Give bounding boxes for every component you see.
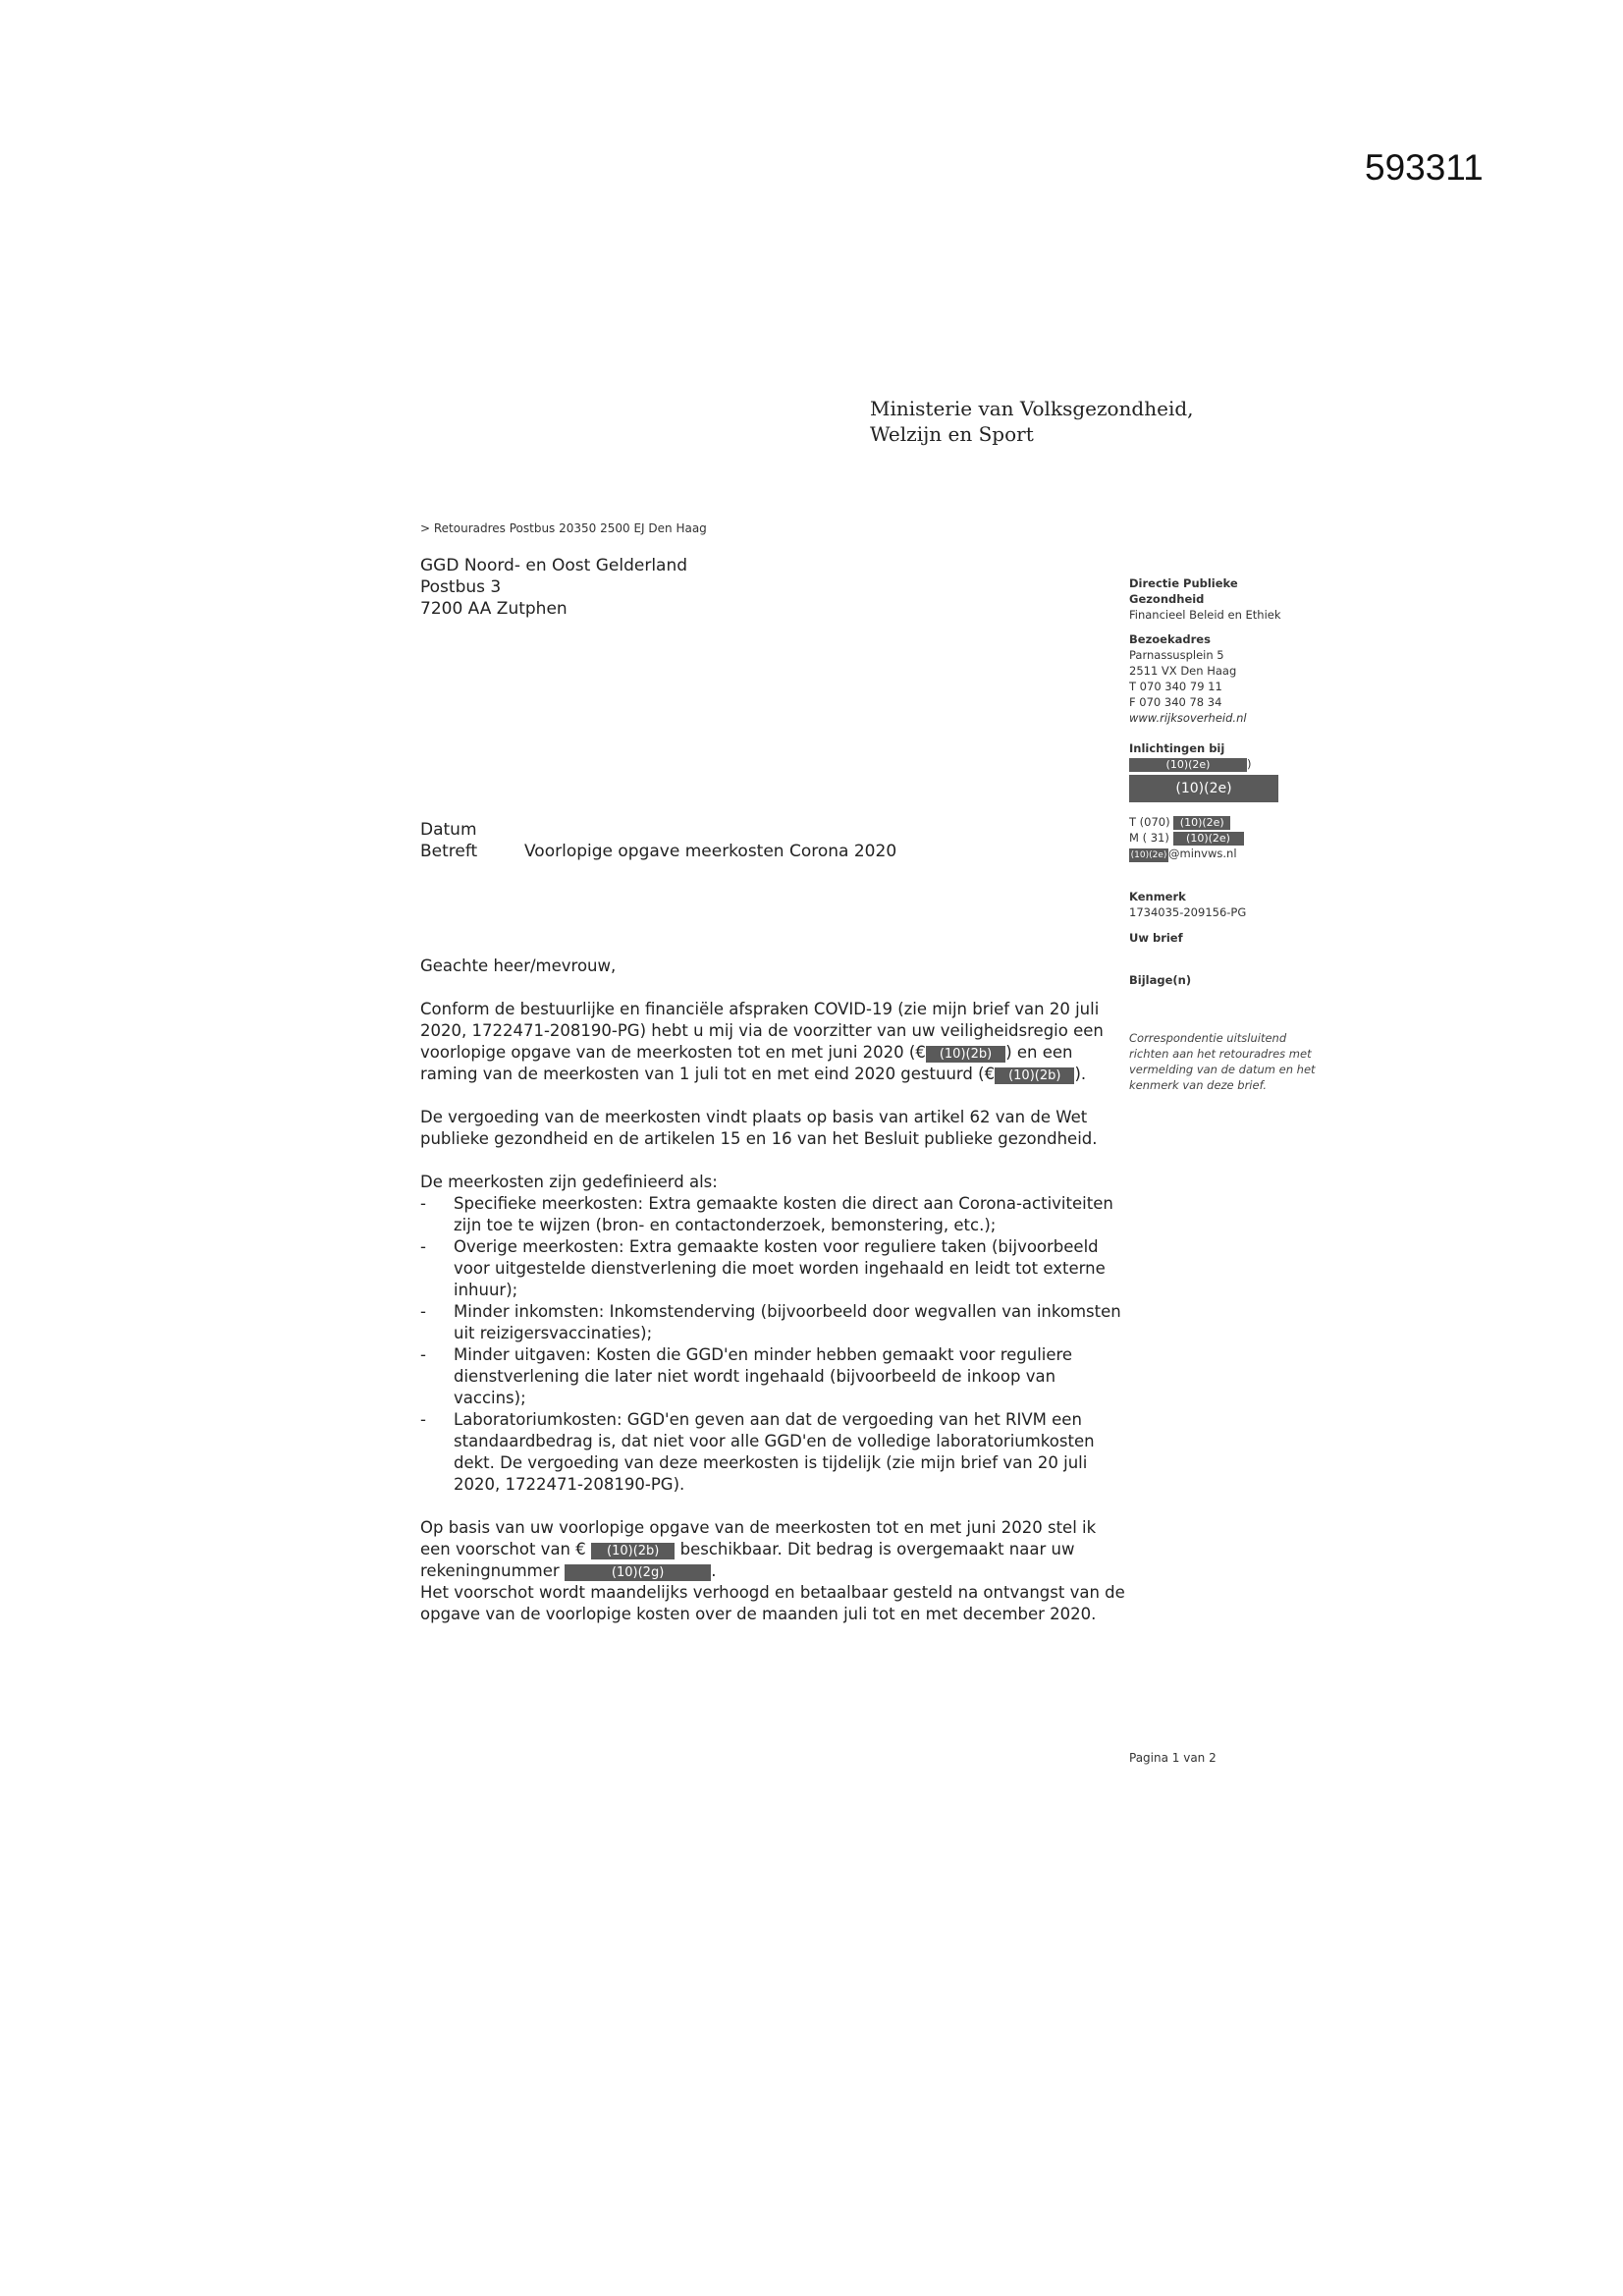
kenmerk-label: Kenmerk <box>1129 890 1186 903</box>
paragraph-1-text-b: ) en een raming van de meerkosten van 1 juli tot en met eind 2020 gestuurd (€ <box>420 1043 1073 1083</box>
visit-line-2: 2511 VX Den Haag <box>1129 664 1237 678</box>
definitions-intro: De meerkosten zijn gedefinieerd als: <box>420 1173 718 1191</box>
paragraph-4-text-a: Op basis van uw voorlopige opgave van de meerkosten tot en met juni 2020 stel ik een voorschot van € <box>420 1518 1097 1558</box>
definitions-list <box>420 1193 1127 1496</box>
redaction-box: (10)(2g) <box>565 1564 711 1581</box>
list-item: - Minder inkomsten: Inkomstenderving (bijvoorbeeld door wegvallen van inkomsten uit reizigersvaccinaties); <box>420 1301 1127 1344</box>
mobile-label: M ( 31) <box>1129 831 1169 845</box>
redaction-box: (10)(2b) <box>995 1067 1074 1084</box>
visit-line-1: Parnassusplein 5 <box>1129 648 1224 662</box>
paragraph-4 <box>420 1517 1127 1582</box>
visit-label: Bezoekadres <box>1129 632 1211 646</box>
return-address: > Retouradres Postbus 20350 2500 EJ Den Haag <box>420 521 707 535</box>
recipient-line-1: GGD Noord- en Oost Gelderland <box>420 556 688 575</box>
sidebar-visit-address <box>1129 631 1247 726</box>
redaction-box: (10)(2e) <box>1173 832 1244 846</box>
document-number: 593311 <box>1365 147 1484 188</box>
redaction-box: (10)(2e) <box>1130 850 1167 860</box>
closing-paren: ) <box>1247 757 1252 771</box>
recipient-line-2: Postbus 3 <box>420 577 502 597</box>
salutation: Geachte heer/mevrouw, <box>420 957 617 975</box>
redaction-box: (10)(2b) <box>926 1046 1005 1063</box>
ministry-logo-text <box>870 396 1194 447</box>
page-number: Pagina 1 van 2 <box>1129 1751 1217 1765</box>
redaction-box: (10)(2e) <box>1129 758 1247 772</box>
paragraph-4-text-c: . <box>711 1561 717 1580</box>
recipient-line-3: 7200 AA Zutphen <box>420 599 568 619</box>
redaction-box: (10)(2b) <box>591 1543 675 1559</box>
correspondence-note: Correspondentie uitsluitend richten aan het retouradres met vermelding van de datum en het kenmerk van deze brief. <box>1129 1031 1316 1092</box>
list-item: - Overige meerkosten: Extra gemaakte kosten voor reguliere taken (bijvoorbeeld voor uitgestelde dienstverlening die moet worden ingehaald en leidt tot externe inhuur); <box>420 1236 1127 1301</box>
letter-body <box>420 956 1127 1625</box>
sidebar-department <box>1129 575 1281 623</box>
visit-fax: F 070 340 78 34 <box>1129 695 1222 709</box>
info-label: Inlichtingen bij <box>1129 741 1225 755</box>
dept-line-2: Gezondheid <box>1129 592 1205 606</box>
dept-line-3: Financieel Beleid en Ethiek <box>1129 608 1281 622</box>
dept-line-1: Directie Publieke <box>1129 576 1238 590</box>
visit-phone: T 070 340 79 11 <box>1129 680 1222 693</box>
letter-meta <box>420 819 896 862</box>
paragraph-2: De vergoeding van de meerkosten vindt plaats op basis van artikel 62 van de Wet publieke gezondheid en de artikelen 15 en 16 van het Besluit publieke gezondheid. <box>420 1108 1098 1148</box>
paragraph-1-text-c: ). <box>1074 1065 1087 1083</box>
list-item: - Minder uitgaven: Kosten die GGD'en minder hebben gemaakt voor reguliere dienstverlening die later niet wordt ingehaald (bijvoorbeeld de inkoop van vaccins); <box>420 1344 1127 1409</box>
sidebar-reference <box>1129 889 1246 920</box>
list-item: - Specifieke meerkosten: Extra gemaakte kosten die direct aan Corona-activiteiten zijn toe te wijzen (bron- en contactonderzoek, bemonstering, etc.); <box>420 1193 1127 1236</box>
paragraph-1 <box>420 999 1127 1085</box>
phone-label: T (070) <box>1129 815 1170 829</box>
visit-web-link[interactable]: www.rijksoverheid.nl <box>1129 711 1247 725</box>
paragraph-5: Het voorschot wordt maandelijks verhoogd en betaalbaar gesteld na ontvangst van de opgave van de voorlopige kosten over de maanden juli tot en met december 2020. <box>420 1583 1125 1623</box>
paragraph-1-text-a: Conform de bestuurlijke en financiële afspraken COVID-19 (zie mijn brief van 20 juli 2020, 1722471-208190-PG) hebt u mij via de voorzitter van uw veiligheidsregio een voorlopige opgave van de meerkosten tot en met juni 2020 (€ <box>420 1000 1104 1062</box>
kenmerk-value: 1734035-209156-PG <box>1129 905 1247 919</box>
datum-label: Datum <box>420 820 477 840</box>
betreft-value: Voorlopige opgave meerkosten Corona 2020 <box>524 842 897 861</box>
ministry-line-1: Ministerie van Volksgezondheid, <box>870 397 1194 420</box>
list-item: - Laboratoriumkosten: GGD'en geven aan dat de vergoeding van het RIVM een standaardbedrag is, dat niet voor alle GGD'en de volledige laboratoriumkosten dekt. De vergoeding van deze meerkosten is tijdelijk (zie mijn brief van 20 juli 2020, 1722471-208190-PG). <box>420 1409 1127 1496</box>
sidebar-contact <box>1129 814 1244 862</box>
email-suffix: @minvws.nl <box>1168 847 1237 860</box>
betreft-label: Betreft <box>420 842 478 861</box>
bijlage-label: Bijlage(n) <box>1129 973 1192 987</box>
redaction-box-large: (10)(2e) <box>1129 775 1278 802</box>
recipient-address <box>420 555 687 620</box>
paragraph-4-text-b: beschikbaar. Dit bedrag is overgemaakt naar uw rekeningnummer <box>420 1540 1075 1580</box>
sidebar-info <box>1129 740 1252 772</box>
uw-brief-label: Uw brief <box>1129 931 1183 945</box>
ministry-line-2: Welzijn en Sport <box>870 422 1034 446</box>
redaction-box: (10)(2e) <box>1173 816 1230 830</box>
